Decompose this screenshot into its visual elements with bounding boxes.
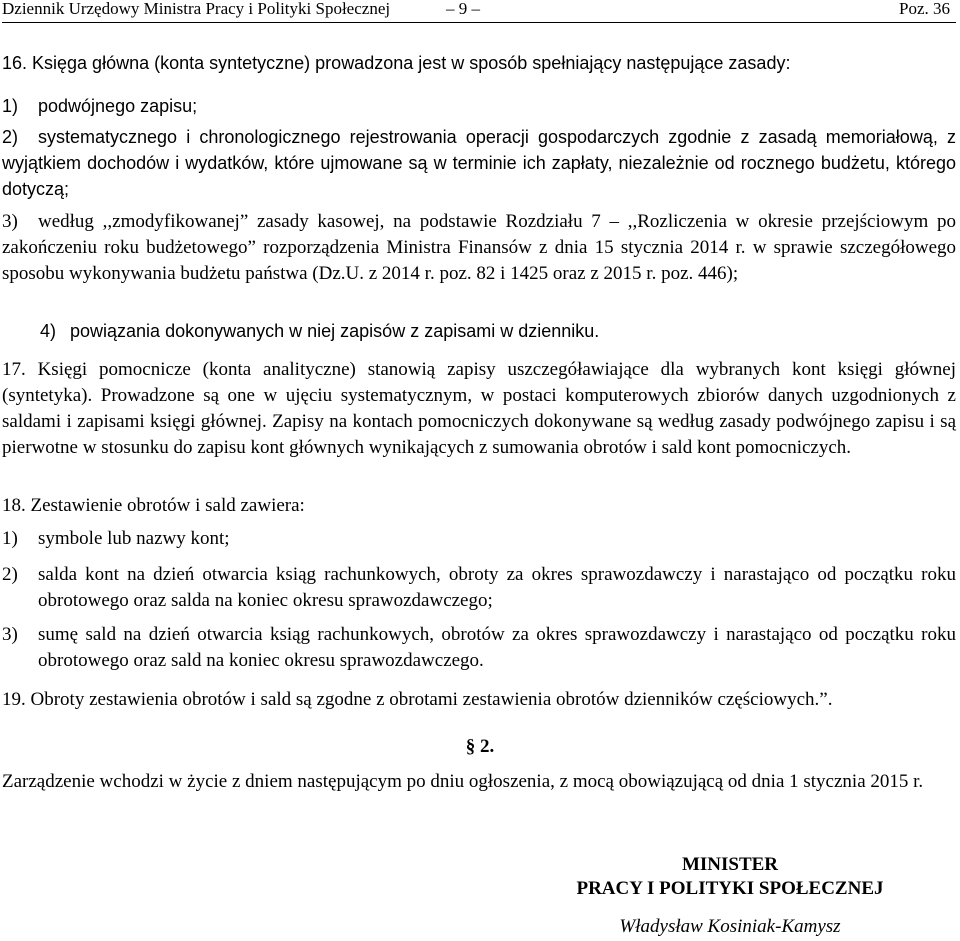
paragraph-18-intro: 18. Zestawienie obrotów i sald zawiera: xyxy=(2,495,305,516)
list-number: 1) xyxy=(2,528,18,549)
list-text: podwójnego zapisu; xyxy=(38,96,198,116)
list-number: 3) xyxy=(2,211,18,232)
list-number: 1) xyxy=(2,96,19,116)
journal-title: Dziennik Urzędowy Ministra Pracy i Polityki Społecznej xyxy=(2,0,391,18)
closing-paragraph: Zarządzenie wchodzi w życie z dniem następującym po dniu ogłoszenia, z mocą obowiązującą od dnia 1 stycznia 2015 r. xyxy=(2,771,924,792)
header-rule xyxy=(2,22,956,23)
list-text-content: według ,,zmodyfikowanej” zasady kasowej, na podstawie Rozdziału 7 – ,,Rozliczenia w okresie przejściowym po zakończeniu roku budżetowego” rozporządzenia Ministra Finansów z dnia 15 stycznia 2014 r. w sprawie szczegółowego sposobu wykonywania budżetu państwa (Dz.U. z 2014 r. poz. 82 i 1425 oraz z 2015 r. poz. 446); xyxy=(2,211,956,284)
list-item xyxy=(2,209,956,287)
list-number: 3) xyxy=(2,624,18,645)
page-header xyxy=(2,0,952,18)
list-number: 2) xyxy=(2,127,19,147)
signature-name: Władysław Kosiniak-Kamysz xyxy=(619,916,841,937)
list-item xyxy=(2,526,956,552)
page-number: – 9 – xyxy=(446,0,480,18)
list-text xyxy=(2,124,956,202)
list-item xyxy=(40,318,940,344)
section-heading: § 2. xyxy=(465,736,495,757)
signature-title-1: MINISTER xyxy=(681,854,779,875)
list-text: sumę sald na dzień otwarcia ksiąg rachunkowych, obrotów za okres sprawozdawczy i narastająco od początku roku obrotowego oraz sald na koniec okresu sprawozdawczego. xyxy=(38,624,956,671)
list-item xyxy=(2,562,956,614)
list-text: salda kont na dzień otwarcia ksiąg rachunkowych, obroty za okres sprawozdawczy i narastająco od początku roku obrotowego oraz salda na koniec okresu sprawozdawczego; xyxy=(38,564,956,611)
list-text xyxy=(2,209,956,287)
signature-title-2: PRACY I POLITYKI SPOŁECZNEJ xyxy=(576,878,884,899)
list-item xyxy=(2,622,956,674)
paragraph-16-intro: 16. Księga główna (konta syntetyczne) prowadzona jest w sposób spełniający następujące zasady: xyxy=(2,53,791,73)
list-text-content: systematycznego i chronologicznego rejestrowania operacji gospodarczych zgodnie z zasadą memoriałową, z wyjątkiem dochodów i wydatków, które ujmowane są w terminie ich zapłaty, niezależnie od rocznego budżetu, którego dotyczą; xyxy=(2,127,956,199)
list-item xyxy=(2,124,956,202)
paragraph-17: 17. Księgi pomocnicze (konta analityczne) stanowią zapisy uszczegóławiające dla wybranych kont księgi głównej (syntetyka). Prowadzone są one w ujęciu systematycznym, w postaci komputerowych zbiorów danych uzgodnionych z saldami i zapisami księgi głównej. Zapisy na kontach pomocniczych dokonywane są według zasady podwójnego zapisu i są pierwotne w stosunku do zapisu kont głównych wynikających z sumowania obrotów i sald kont pomocniczych. xyxy=(2,359,956,458)
list-item xyxy=(2,93,956,119)
list-text: powiązania dokonywanych w niej zapisów z zapisami w dzienniku. xyxy=(70,321,600,341)
position-number: Poz. 36 xyxy=(899,0,950,18)
list-text: symbole lub nazwy kont; xyxy=(38,528,230,549)
list-number: 2) xyxy=(2,564,18,585)
paragraph-19: 19. Obroty zestawienia obrotów i sald są zgodne z obrotami zestawienia obrotów dzienników częściowych.”. xyxy=(2,689,833,710)
list-number: 4) xyxy=(40,321,57,341)
